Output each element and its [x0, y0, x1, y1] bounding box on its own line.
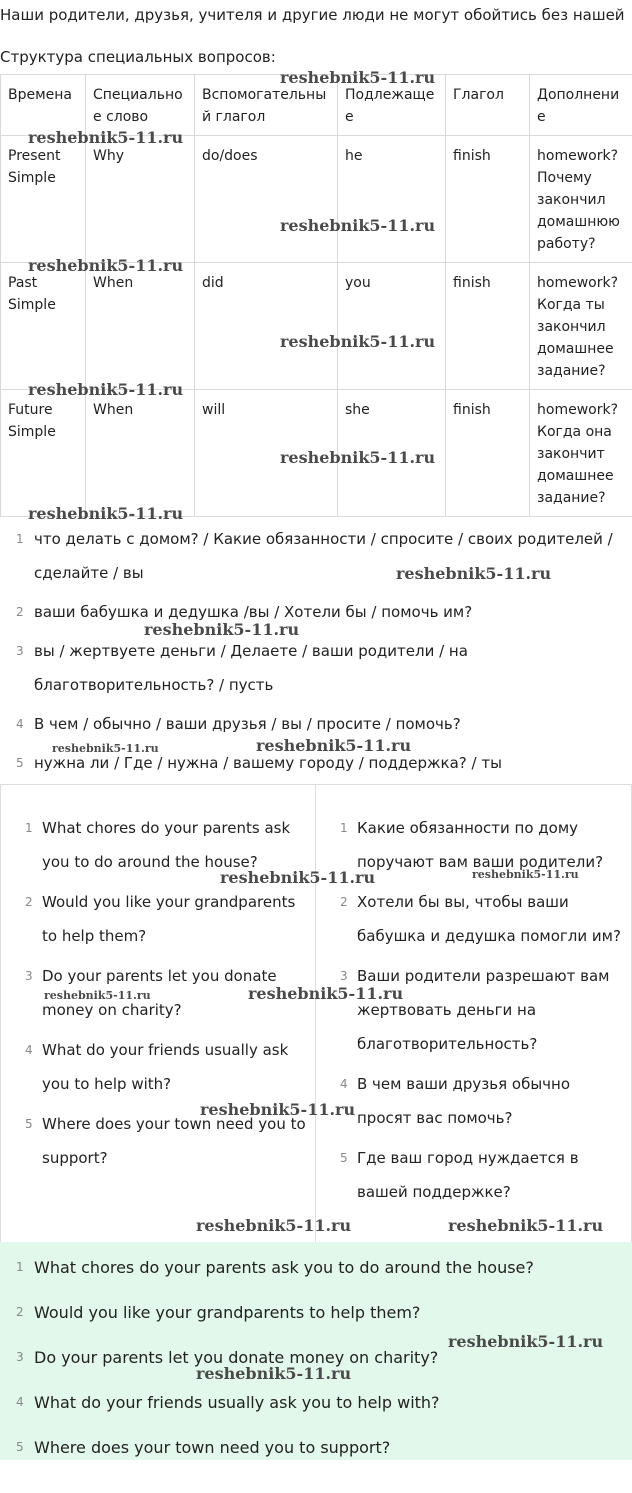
english-column: [1, 785, 316, 1243]
table-cell: did: [195, 263, 338, 390]
table-cell: he: [338, 136, 446, 263]
item-number: 3: [16, 644, 24, 658]
watermark: reshebnik5-11.ru: [52, 742, 159, 755]
table-cell: she: [338, 390, 446, 517]
item-text: что делать с домом? / Какие обязанности / спросите / своих родителей / сделайте / вы: [34, 530, 613, 582]
watermark: reshebnik5-11.ru: [200, 1100, 356, 1119]
item-text: Ваши родители разрешают вам жертвовать деньги на благотворительность?: [357, 967, 610, 1053]
item-text: В чем ваши друзья обычно просят вас помочь?: [357, 1075, 571, 1127]
item-number: 5: [25, 1117, 33, 1131]
list-item: [2, 595, 628, 629]
watermark: reshebnik5-11.ru: [256, 736, 412, 755]
item-number: 2: [25, 895, 33, 909]
item-number: 5: [340, 1151, 348, 1165]
watermark: reshebnik5-11.ru: [448, 1216, 604, 1235]
item-number: 1: [16, 1260, 24, 1274]
table-cell: homework? Почему закончил домашнюю работу?: [530, 136, 632, 263]
item-number: 4: [16, 1395, 24, 1409]
list-item: [326, 1141, 626, 1209]
header-cell: Времена: [1, 75, 86, 136]
item-text: What do your friends usually ask you to help with?: [34, 1393, 440, 1412]
item-text: Where does your town need you to support?: [42, 1115, 306, 1167]
watermark: reshebnik5-11.ru: [248, 984, 404, 1003]
watermark: reshebnik5-11.ru: [396, 564, 552, 583]
item-text: Would you like your grandparents to help them?: [42, 893, 296, 945]
list-item: [2, 1250, 622, 1285]
header-cell: Вспомогательный глагол: [195, 75, 338, 136]
watermark: reshebnik5-11.ru: [28, 256, 184, 275]
watermark: reshebnik5-11.ru: [280, 216, 436, 235]
item-text: Do your parents let you donate money on charity?: [34, 1348, 439, 1367]
item-text: What do your friends usually ask you to help with?: [42, 1041, 289, 1093]
watermark: reshebnik5-11.ru: [472, 868, 579, 881]
item-text: ваши бабушка и дедушка /вы / Хотели бы / помочь им?: [34, 603, 473, 621]
table-row: [1, 136, 632, 263]
header-cell: Дополнение: [530, 75, 632, 136]
answer-list: [2, 1250, 622, 1475]
watermark: reshebnik5-11.ru: [280, 68, 436, 87]
table-cell: homework? Когда ты закончил домашнее задание?: [530, 263, 632, 390]
russian-column: [316, 785, 630, 1243]
item-text: What chores do your parents ask you to do around the house?: [34, 1258, 534, 1277]
watermark: reshebnik5-11.ru: [28, 380, 184, 399]
item-number: 4: [16, 717, 24, 731]
item-number: 4: [340, 1077, 348, 1091]
item-number: 3: [25, 969, 33, 983]
table-cell: finish: [446, 136, 530, 263]
list-item: [2, 1385, 622, 1420]
list-item: [2, 1430, 622, 1465]
item-text: Какие обязанности по дому поручают вам ваши родители?: [357, 819, 604, 871]
watermark: reshebnik5-11.ru: [280, 448, 436, 467]
table-cell: Present Simple: [1, 136, 86, 263]
item-text: Where does your town need you to support?: [34, 1438, 391, 1457]
intro-text: Наши родители, друзья, учителя и другие люди не могут обойтись без нашей: [0, 6, 625, 24]
item-number: 4: [25, 1043, 33, 1057]
item-text: Хотели бы вы, чтобы ваши бабушка и дедушка помогли им?: [357, 893, 621, 945]
item-text: нужна ли / Где / нужна / вашему городу / поддержка? / ты: [34, 754, 502, 772]
table-cell: you: [338, 263, 446, 390]
item-number: 2: [16, 605, 24, 619]
item-text: В чем / обычно / ваши друзья / вы / просите / помочь?: [34, 715, 461, 733]
table-cell: homework? Когда она закончит домашнее задание?: [530, 390, 632, 517]
item-number: 3: [16, 1350, 24, 1364]
item-number: 1: [16, 532, 24, 546]
watermark: reshebnik5-11.ru: [280, 332, 436, 351]
table-cell: do/does: [195, 136, 338, 263]
item-text: Где ваш город нуждается в вашей поддержке?: [357, 1149, 579, 1201]
watermark: reshebnik5-11.ru: [28, 504, 184, 523]
watermark: reshebnik5-11.ru: [196, 1364, 352, 1383]
item-text: What chores do your parents ask you to do around the house?: [42, 819, 291, 871]
watermark: reshebnik5-11.ru: [448, 1332, 604, 1351]
watermark: reshebnik5-11.ru: [196, 1216, 352, 1235]
list-item: [326, 885, 626, 953]
list-item: [11, 885, 311, 953]
item-number: 2: [16, 1305, 24, 1319]
item-number: 5: [16, 1440, 24, 1454]
list-item: [2, 634, 628, 702]
watermark: reshebnik5-11.ru: [28, 128, 184, 147]
structure-caption: Структура специальных вопросов:: [0, 48, 276, 66]
table-cell: When: [86, 263, 195, 390]
watermark: reshebnik5-11.ru: [144, 620, 300, 639]
translation-box: [0, 784, 632, 1244]
table-cell: Future Simple: [1, 390, 86, 517]
item-number: 2: [340, 895, 348, 909]
table-cell: finish: [446, 263, 530, 390]
item-text: вы / жертвуете деньги / Делаете / ваши родители / на благотворительность? / пусть: [34, 642, 468, 694]
header-cell: Глагол: [446, 75, 530, 136]
item-text: Do your parents let you donate money on charity?: [42, 967, 277, 1019]
item-text: Would you like your grandparents to help them?: [34, 1303, 421, 1322]
watermark: reshebnik5-11.ru: [44, 989, 151, 1002]
table-cell: Why: [86, 136, 195, 263]
header-cell: Специальное слово: [86, 75, 195, 136]
table-cell: finish: [446, 390, 530, 517]
item-number: 1: [25, 821, 33, 835]
table-cell: will: [195, 390, 338, 517]
table-row: [1, 263, 632, 390]
list-item: [326, 1067, 626, 1135]
answer-box: [0, 1242, 632, 1460]
list-item: [11, 1033, 311, 1101]
item-number: 5: [16, 756, 24, 770]
watermark: reshebnik5-11.ru: [220, 868, 376, 887]
header-cell: Подлежащее: [338, 75, 446, 136]
list-item: [326, 959, 626, 1061]
table-cell: Past Simple: [1, 263, 86, 390]
item-number: 3: [340, 969, 348, 983]
list-item: [2, 1295, 622, 1330]
table-cell: When: [86, 390, 195, 517]
item-number: 1: [340, 821, 348, 835]
